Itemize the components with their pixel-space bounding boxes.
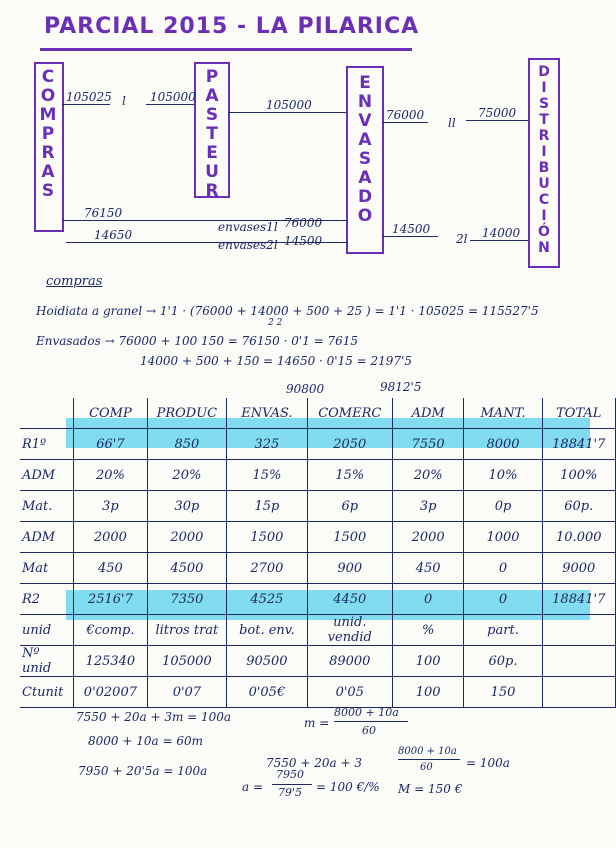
compras-line-3: 14000 + 500 + 150 = 14650 · 0'15 = 2197'5 [140, 354, 413, 368]
table-cell: 0 [392, 584, 464, 615]
a-result: = 100 €/% [316, 780, 380, 794]
title-underline [40, 48, 412, 51]
table-cell: 0'05€ [227, 677, 308, 708]
table-cell: 9000 [542, 553, 615, 584]
table-cell: 1500 [227, 522, 308, 553]
box-letter: I [541, 80, 547, 96]
distribucion-bottom-in-value: 14000 [482, 226, 521, 240]
eq4-denominator: 60 [420, 762, 433, 773]
table-row-label: ADM [20, 460, 74, 491]
table-cell: 10% [464, 460, 542, 491]
table-cell: unid. vendid [307, 615, 392, 646]
table-cell: 2000 [392, 522, 464, 553]
a-numerator: 7950 [276, 768, 304, 781]
a-equals: a = [242, 780, 264, 794]
table-row [20, 677, 616, 708]
table-cell: 15% [307, 460, 392, 491]
table-cell: 60p. [464, 646, 542, 677]
eq4-right: = 100a [466, 756, 510, 770]
table-cell: 20% [74, 460, 147, 491]
m-numerator: 8000 + 10a [334, 706, 399, 719]
flow-line [146, 104, 194, 105]
table-cell: litros trat [147, 615, 227, 646]
table-cell: 2700 [227, 553, 308, 584]
compras-line-1-sub: 2 2 [268, 318, 283, 328]
table-cell: % [392, 615, 464, 646]
pasteur-label [194, 68, 230, 201]
table-cell: 0 [464, 553, 542, 584]
table-cell: 20% [392, 460, 464, 491]
table-row [20, 615, 616, 646]
table-cell: 3p [392, 491, 464, 522]
envasado-bottom-out-value: 14500 [392, 222, 431, 236]
flow-line [470, 240, 528, 241]
table-cell: 325 [227, 429, 308, 460]
envases-1l-label: envases1l [218, 220, 278, 234]
table-cell: 450 [74, 553, 147, 584]
table-cell: 8000 [464, 429, 542, 460]
table-row [20, 584, 616, 615]
table-cell [542, 615, 615, 646]
box-letter: C [538, 192, 550, 208]
m-result: M = 150 € [398, 782, 463, 796]
box-letter: M [39, 105, 57, 125]
table-row-label: R1º [20, 429, 74, 460]
table-cell: 2000 [147, 522, 227, 553]
table-cell: 450 [392, 553, 464, 584]
box-letter: S [538, 96, 550, 112]
compras-total-2: 9812'5 [380, 380, 422, 394]
table-row-label: ADM [20, 522, 74, 553]
envasado-label [346, 74, 384, 226]
table-cell: 15% [227, 460, 308, 491]
table-row [20, 553, 616, 584]
table-header-cell: ADM [392, 398, 464, 429]
table-cell: 7350 [147, 584, 227, 615]
table-cell: 105000 [147, 646, 227, 677]
table-cell: 4450 [307, 584, 392, 615]
flow-line [62, 104, 110, 105]
box-letter: O [357, 206, 373, 226]
a-denominator: 79'5 [278, 786, 303, 799]
table-cell: €comp. [74, 615, 147, 646]
pasteur-out-value: 105000 [266, 98, 312, 112]
m-equals: m = [304, 716, 330, 730]
table-cell: 900 [307, 553, 392, 584]
a-fraction-bar [272, 784, 312, 785]
m-fraction-bar [334, 721, 408, 722]
box-letter: S [358, 149, 372, 169]
box-letter: A [41, 162, 55, 182]
page-title: PARCIAL 2015 - LA PILARICA [44, 14, 420, 39]
table-header-cell: ENVAS. [227, 398, 308, 429]
compras-heading: compras [46, 274, 103, 289]
table-header-cell: COMP [74, 398, 147, 429]
eq4-left: 7550 + 20a + 3 [266, 756, 362, 770]
table-cell: 2000 [74, 522, 147, 553]
box-letter: D [538, 64, 550, 80]
box-letter: E [206, 143, 218, 163]
box-letter: I [541, 208, 547, 224]
table-cell: 100 [392, 677, 464, 708]
table-cell: 125340 [74, 646, 147, 677]
envasado-out-value: 76000 [386, 108, 425, 122]
box-letter: N [357, 92, 373, 112]
table-cell: 15p [227, 491, 308, 522]
table-cell: 6p [307, 491, 392, 522]
table-cell: 20% [147, 460, 227, 491]
table-header-cell: TOTAL [542, 398, 615, 429]
box-letter: R [538, 128, 550, 144]
eq4-numerator: 8000 + 10a [398, 746, 457, 757]
box-letter: U [205, 162, 219, 182]
table-cell: 1500 [307, 522, 392, 553]
table-row [20, 460, 616, 491]
table-cell [542, 677, 615, 708]
box-letter: T [539, 112, 549, 128]
m-denominator: 60 [362, 724, 376, 737]
box-letter: R [41, 143, 55, 163]
cost-table [20, 398, 616, 708]
table-row-label: Mat [20, 553, 74, 584]
envasado-in1-value: 76000 [284, 216, 323, 230]
box-letter: C [41, 67, 55, 87]
envasado-out-unit: ll [448, 116, 456, 130]
table-row [20, 522, 616, 553]
table-cell: 2516'7 [74, 584, 147, 615]
box-letter: A [358, 130, 372, 150]
compras-total-1: 90800 [286, 382, 325, 396]
table-cell: part. [464, 615, 542, 646]
table-cell: 66'7 [74, 429, 147, 460]
box-letter: S [205, 105, 219, 125]
box-letter: P [41, 124, 55, 144]
compras-line-2: Envasados → 76000 + 100 150 = 76150 · 0'1 = 7615 [36, 334, 359, 348]
box-letter: R [205, 181, 219, 201]
table-row-label: unid [20, 615, 74, 646]
table-cell: 0p [464, 491, 542, 522]
compras-bottle-value: 76150 [84, 206, 123, 220]
table-cell: 1000 [464, 522, 542, 553]
table-cell: 0'02007 [74, 677, 147, 708]
flow-line [382, 122, 428, 123]
table-cell: 60p. [542, 491, 615, 522]
table-cell: 18841'7 [542, 429, 615, 460]
compras-line-1: Hoidiata a granel → 1'1 · (76000 + 14000 + 500 + 25 ) = 1'1 · 105025 = 115527'5 [36, 304, 539, 318]
table-cell: bot. env. [227, 615, 308, 646]
envases-2l-label: envases2l [218, 238, 278, 252]
equation-2: 8000 + 10a = 60m [88, 734, 203, 748]
table-cell: 0'07 [147, 677, 227, 708]
box-letter: D [357, 187, 373, 207]
table-cell: 100 [392, 646, 464, 677]
box-letter: A [205, 86, 219, 106]
box-letter: I [541, 144, 547, 160]
box-letter: Ó [538, 224, 550, 240]
pasteur-in-value: 105000 [150, 90, 196, 104]
table-header-cell: COMERC [307, 398, 392, 429]
table-cell: 2050 [307, 429, 392, 460]
table-cell: 100% [542, 460, 615, 491]
table-cell: 10.000 [542, 522, 615, 553]
envasado-bottom-out-unit: 2l [456, 232, 468, 246]
table-row [20, 491, 616, 522]
box-letter: O [40, 86, 56, 106]
table-cell: 89000 [307, 646, 392, 677]
table-cell: 30p [147, 491, 227, 522]
table-cell: 150 [464, 677, 542, 708]
table-header-row [20, 398, 616, 429]
compras-label [34, 68, 62, 201]
table-cell: 850 [147, 429, 227, 460]
equation-1: 7550 + 20a + 3m = 100a [76, 710, 232, 724]
table-cell: 3p [74, 491, 147, 522]
table-cell: 7550 [392, 429, 464, 460]
table-header-cell: MANT. [464, 398, 542, 429]
box-letter: S [41, 181, 55, 201]
box-letter: B [538, 160, 550, 176]
box-letter: A [358, 168, 372, 188]
table-cell: 90500 [227, 646, 308, 677]
envasado-in2-value: 14500 [284, 234, 323, 248]
table-cell: 0 [464, 584, 542, 615]
distribucion-in-value: 75000 [478, 106, 517, 120]
table-cell: 18841'7 [542, 584, 615, 615]
equation-3: 7950 + 20'5a = 100a [78, 764, 208, 778]
table-corner [20, 398, 74, 429]
box-letter: V [358, 111, 372, 131]
compras-bottle2-value: 14650 [94, 228, 133, 242]
table-row-label: Mat. [20, 491, 74, 522]
table-cell: 4525 [227, 584, 308, 615]
table-cell: 0'05 [307, 677, 392, 708]
eq4-fraction-bar [398, 759, 460, 760]
table-row [20, 646, 616, 677]
table-cell [542, 646, 615, 677]
table-row-label: Nº unid [20, 646, 74, 677]
flow-line [228, 112, 346, 113]
box-letter: T [206, 124, 218, 144]
table-row-label: R2 [20, 584, 74, 615]
distribucion-label [528, 64, 560, 256]
table-cell: 4500 [147, 553, 227, 584]
compras-out-value: 105025 [66, 90, 112, 104]
flow-line [466, 120, 528, 121]
flow-line [382, 236, 438, 237]
box-letter: N [538, 240, 550, 256]
table-header-cell: PRODUC [147, 398, 227, 429]
table-row [20, 429, 616, 460]
table-row-label: Ctunit [20, 677, 74, 708]
box-letter: E [359, 73, 371, 93]
box-letter: U [538, 176, 550, 192]
box-letter: P [205, 67, 219, 87]
compras-out-unit: l [122, 94, 126, 108]
